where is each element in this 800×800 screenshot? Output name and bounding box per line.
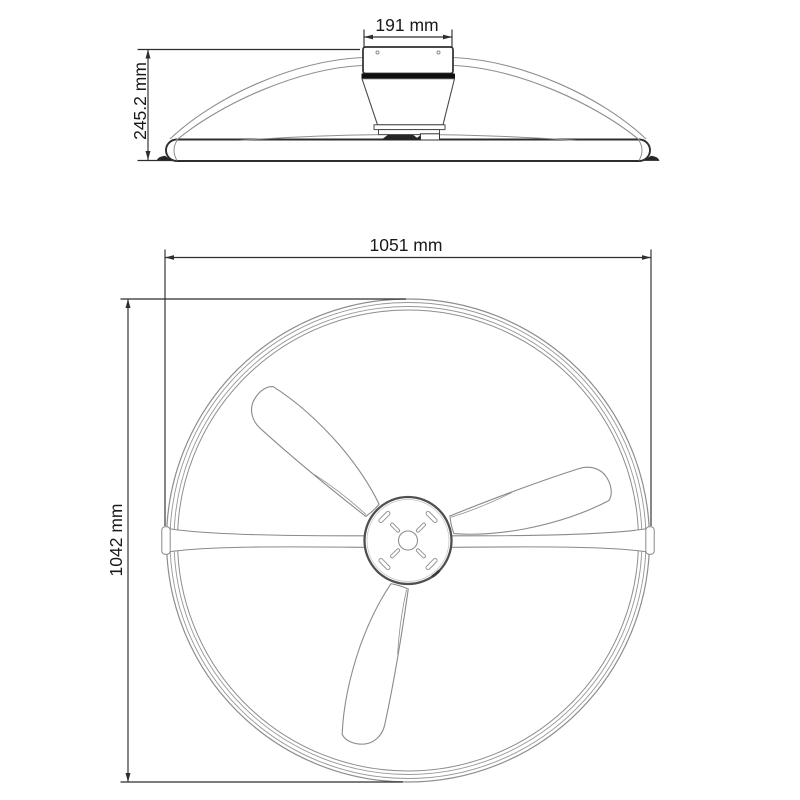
arrowhead-bottom: [126, 773, 131, 782]
dome-arc-inner-left: [176, 66, 362, 141]
arrowhead-left: [364, 35, 373, 40]
strut-left: [166, 529, 365, 553]
blade-outline: [336, 580, 419, 750]
arrowhead-top: [146, 50, 151, 59]
strut-ring-tab-right: [646, 527, 654, 554]
hub: [365, 497, 452, 584]
fan-blade-bottom: [336, 580, 419, 750]
dim-label-overall-depth: 1042 mm: [106, 503, 126, 577]
mount-plate: [374, 125, 445, 130]
dim-label-overall-height: 245.2 mm: [130, 62, 150, 140]
dim-label-housing-width: 191 mm: [375, 15, 439, 35]
plan-view: [162, 299, 654, 782]
mount-box: [421, 134, 440, 140]
blade-outline: [242, 379, 391, 525]
fan-blade-upper-left: [242, 379, 391, 525]
mount-wedge: [381, 135, 420, 140]
strut-ring-tab-left: [162, 527, 170, 554]
dome-arc-inner-right: [454, 66, 640, 141]
arrowhead-right: [443, 35, 452, 40]
ring-profile-side: [166, 140, 650, 162]
arrowhead-top: [126, 299, 131, 308]
motor-body: [362, 79, 455, 125]
dome-arc-outer-right: [454, 58, 646, 140]
arrowhead-right: [642, 255, 651, 260]
arrowhead-bottom: [146, 151, 151, 160]
dome-arc-outer-left: [170, 58, 362, 140]
arrowhead-left: [165, 255, 174, 260]
side-view: [157, 47, 660, 161]
dim-label-overall-width: 1051 mm: [369, 235, 443, 255]
housing-trim-band: [362, 74, 456, 79]
dimension-housing-width: [364, 15, 452, 48]
